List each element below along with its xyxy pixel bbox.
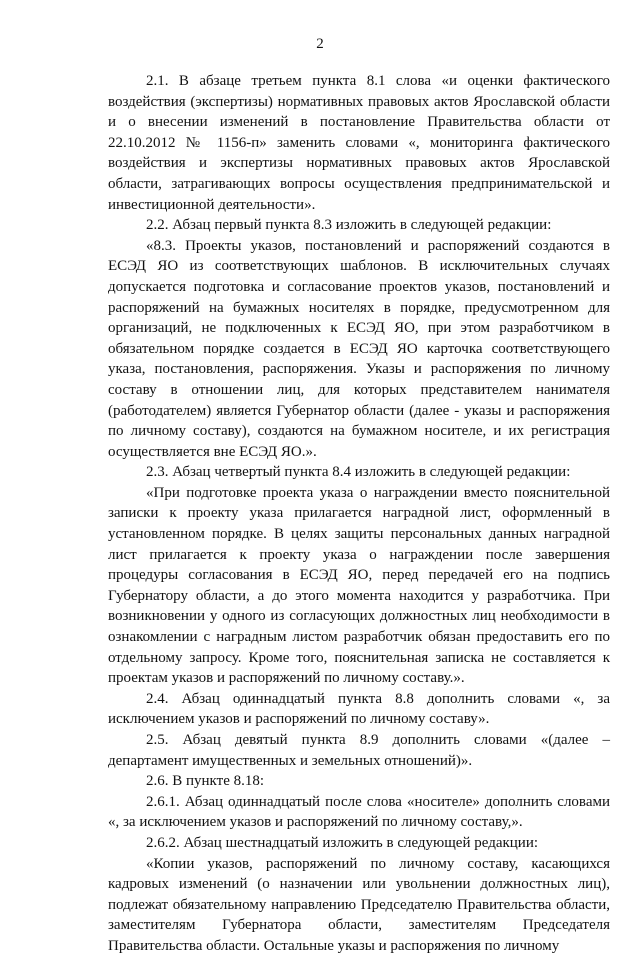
paragraph-quote-copies: «Копии указов, распоряжений по личному составу, касающихся кадровых изменений (о назначении или увольнении должностных лиц), подлежат обязательному направлению Председателю Правительства области, заместителям Губернатора области, заместителям Председателя Правительства области. Остальные указы и распоряжения по личному xyxy=(108,855,610,954)
paragraph-2-6-1: 2.6.1. Абзац одиннадцатый после слова «носителе» дополнить словами «, за исключением указов и распоряжений по личному составу,». xyxy=(108,793,610,831)
paragraph-quote-8-4: «При подготовке проекта указа о награждении вместо пояснительной записки к проекту указа прилагается наградной лист, оформленный в установленном порядке. В целях защиты персональных данных наградной лист прилагается к проекту указа о награждении после завершения процедуры согласования в ЕСЭД ЯО, перед передачей его на подпись Губернатору области, а до этого момента находится у разработчика. При возникновении у одного из согласующих должностных лиц необходимости в ознакомлении с наградным листом разработчик обязан предоставить его по отдельному запросу. Кроме того, пояснительная записка не составляется к проектам указов и распоряжений по личному составу.». xyxy=(108,484,610,687)
paragraph-quote-8-3: «8.3. Проекты указов, постановлений и распоряжений создаются в ЕСЭД ЯО из соответствующих шаблонов. В исключительных случаях допускается подготовка и согласование проектов указов, постановлений и распоряжений на бумажных носителях в порядке, предусмотренном для организаций, не подключенных к ЕСЭД ЯО, при этом разработчиком в обязательном порядке создается в ЕСЭД ЯО карточка соответствующего указа, постановления, распоряжения. Указы и распоряжения по личному составу в отношении лиц, для которых представителем нанимателя (работодателем) является Губернатор области (далее - указы и распоряжения по личному составу), создаются на бумажном носителе, и их регистрация осуществляется вне ЕСЭД ЯО.». xyxy=(108,237,610,460)
paragraph-2-1: 2.1. В абзаце третьем пункта 8.1 слова «и оценки фактического воздействия (экспертизы) нормативных правовых актов Ярославской области и о внесении изменений в постановление Правительства области от 22.10.2012 № 1156-п» заменить словами «, мониторинга фактического воздействия и экспертизы нормативных правовых актов Ярославской области, затрагивающих вопросы осуществления предпринимательской и инвестиционной деятельности». xyxy=(108,73,610,213)
paragraph-2-6-2: 2.6.2. Абзац шестнадцатый изложить в следующей редакции: xyxy=(146,834,539,851)
paragraph-2-4: 2.4. Абзац одиннадцатый пункта 8.8 дополнить словами «, за исключением указов и распоряжений по личному составу». xyxy=(108,690,610,728)
paragraph-2-6: 2.6. В пункте 8.18: xyxy=(146,773,265,790)
document-body xyxy=(108,71,610,957)
page-number: 2 xyxy=(316,36,324,52)
paragraph-2-5: 2.5. Абзац девятый пункта 8.9 дополнить словами «(далее – департамент имущественных и земельных отношений)». xyxy=(108,732,610,769)
paragraph-2-2: 2.2. Абзац первый пункта 8.3 изложить в следующей редакции: xyxy=(146,217,552,234)
paragraph-2-3: 2.3. Абзац четвертый пункта 8.4 изложить в следующей редакции: xyxy=(146,464,571,481)
